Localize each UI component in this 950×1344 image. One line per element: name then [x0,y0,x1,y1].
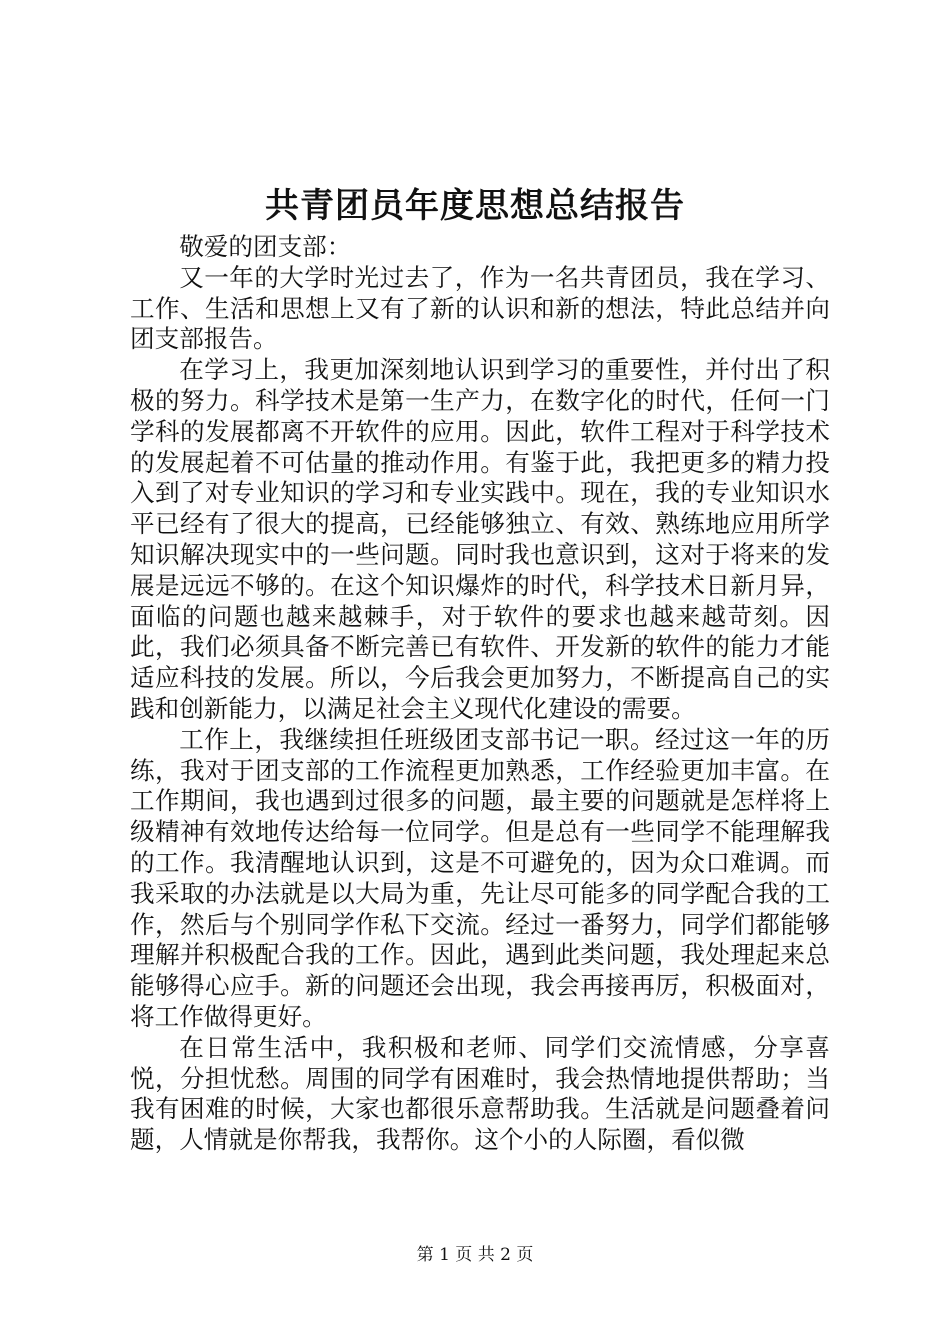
document-title: 共青团员年度思想总结报告 [265,186,685,226]
paragraph-study: 在学习上，我更加深刻地认识到学习的重要性，并付出了积极的努力。科学技术是第一生产力，在数字化的时代，任何一门学科的发展都离不开软件的应用。因此，软件工程对于科学技术的发展起着不可估量的推动作用。有鉴于此，我把更多的精力投入到了对专业知识的学习和专业实践中。现在，我的专业知识水平已经有了很大的提高，已经能够独立、有效、熟练地应用所学知识解决现实中的一些问题。同时我也意识到，这对于将来的发展是远远不够的。在这个知识爆炸的时代，科学技术日新月异，面临的问题也越来越棘手，对于软件的要求也越来越苛刻。因此，我们必须具备不断完善已有软件、开发新的软件的能力才能适应科技的发展。所以，今后我会更加努力，不断提高自己的实践和创新能力，以满足社会主义现代化建设的需要。 [130,355,830,723]
paragraph-intro: 又一年的大学时光过去了，作为一名共青团员，我在学习、工作、生活和思想上又有了新的认识和新的想法，特此总结并向团支部报告。 [130,262,830,354]
page-number-footer: 第 1 页 共 2 页 [416,1245,534,1265]
salutation: 敬爱的团支部： [179,232,352,261]
paragraph-life: 在日常生活中，我积极和老师、同学们交流情感，分享喜悦，分担忧愁。周围的同学有困难时，我会热情地提供帮助；当我有困难的时候，大家也都很乐意帮助我。生活就是问题叠着问题，人情就是你帮我，我帮你。这个小的人际圈，看似微 [130,1032,830,1155]
document-body [130,232,830,1156]
paragraph-work: 工作上，我继续担任班级团支部书记一职。经过这一年的历练，我对于团支部的工作流程更加熟悉，工作经验更加丰富。在工作期间，我也遇到过很多的问题，最主要的问题就是怎样将上级精神有效地传达给每一位同学。但是总有一些同学不能理解我的工作。我清醒地认识到，这是不可避免的，因为众口难调。而我采取的办法就是以大局为重，先让尽可能多的同学配合我的工作，然后与个别同学作私下交流。经过一番努力，同学们都能够理解并积极配合我的工作。因此，遇到此类问题，我处理起来总能够得心应手。新的问题还会出现，我会再接再厉，积极面对，将工作做得更好。 [130,724,830,1031]
